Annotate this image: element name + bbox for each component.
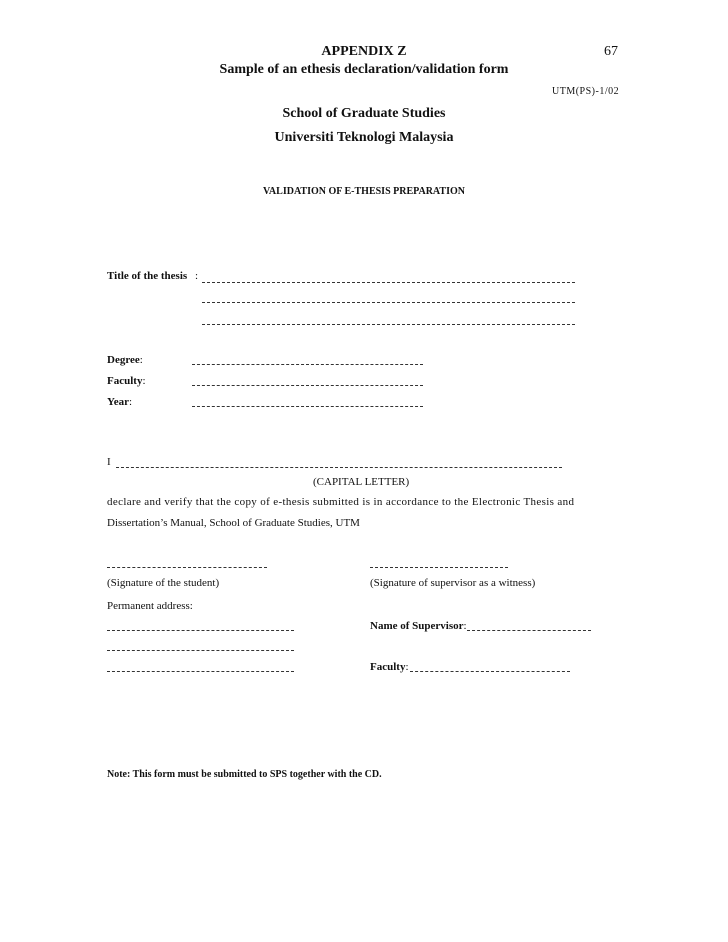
faculty-label: Faculty: [107, 375, 143, 387]
name-line[interactable]: [116, 467, 562, 468]
faculty-colon: :: [142, 375, 146, 387]
form-subtitle: Sample of an ethesis declaration/validation form: [219, 62, 509, 77]
submission-note: Note: This form must be submitted to SPS together with the CD.: [107, 769, 382, 780]
supervisor-signature-caption: (Signature of supervisor as a witness): [370, 577, 536, 589]
page-number: 67: [604, 44, 618, 59]
supervisor-signature-line[interactable]: [370, 567, 508, 568]
degree-colon: :: [139, 354, 143, 366]
address-line-1[interactable]: [107, 630, 294, 631]
faculty-field: [107, 375, 146, 387]
year-field: [107, 396, 132, 408]
form-title: VALIDATION OF E-THESIS PREPARATION: [263, 186, 465, 197]
title-label: Title of the thesis: [107, 270, 188, 282]
year-label: Year: [107, 396, 129, 408]
university-name: Universiti Teknologi Malaysia: [274, 130, 454, 145]
supervisor-faculty-field: [370, 661, 409, 673]
supervisor-name-colon: :: [463, 620, 467, 632]
degree-field: [107, 354, 143, 366]
supervisor-name-line[interactable]: [467, 630, 591, 631]
title-line-2[interactable]: [202, 302, 575, 303]
form-code: UTM(PS)-1/02: [552, 86, 620, 97]
declaration-line-2: Dissertation’s Manual, School of Graduate Studies, UTM: [107, 517, 360, 529]
declaration-i: I: [107, 456, 111, 468]
student-signature-line[interactable]: [107, 567, 267, 568]
supervisor-faculty-label: Faculty: [370, 661, 406, 673]
permanent-address-label: Permanent address:: [107, 600, 193, 612]
declaration-line-1: declare and verify that the copy of e-thesis submitted is in accordance to the Electronic Thesis and: [107, 496, 575, 508]
capital-letter-note: (CAPITAL LETTER): [313, 476, 410, 488]
school-name: School of Graduate Studies: [282, 106, 446, 121]
degree-label: Degree: [107, 354, 140, 366]
supervisor-name-field: [370, 620, 467, 632]
title-colon: :: [195, 270, 199, 282]
year-line[interactable]: [192, 406, 423, 407]
supervisor-faculty-line[interactable]: [410, 671, 570, 672]
title-line-3[interactable]: [202, 324, 575, 325]
supervisor-faculty-colon: :: [405, 661, 409, 673]
title-line-1[interactable]: [202, 282, 575, 283]
student-signature-caption: (Signature of the student): [107, 577, 220, 589]
address-line-3[interactable]: [107, 671, 294, 672]
faculty-line[interactable]: [192, 385, 423, 386]
appendix-title: APPENDIX Z: [321, 44, 407, 59]
degree-line[interactable]: [192, 364, 423, 365]
address-line-2[interactable]: [107, 650, 294, 651]
year-colon: :: [129, 396, 133, 408]
supervisor-name-label: Name of Supervisor: [370, 620, 464, 632]
